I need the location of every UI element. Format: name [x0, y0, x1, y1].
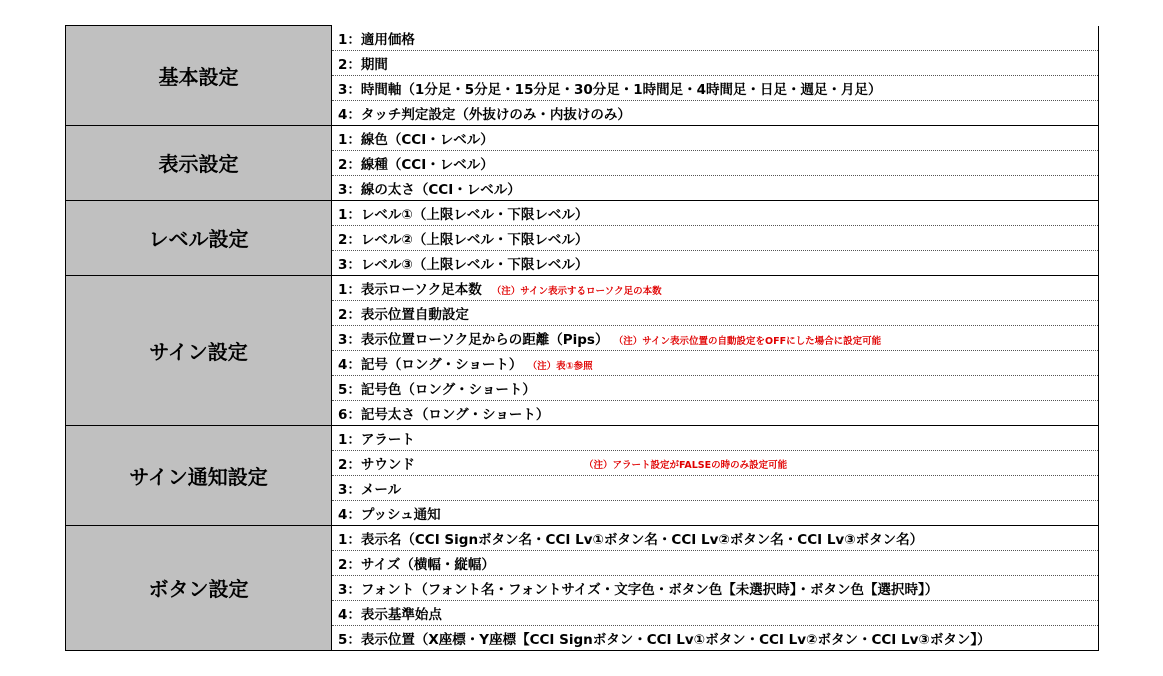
setting-item-text: 3：フォント（フォント名・フォントサイズ・文字色・ボタン色【未選択時】・ボタン色【選択時】） [338, 581, 939, 598]
setting-item-text: 2：サウンド [338, 456, 415, 473]
category-label: サイン設定 [66, 275, 332, 425]
setting-item-text: 1：アラート [338, 431, 415, 448]
setting-item-text: 3：線の太さ（CCI・レベル） [338, 181, 521, 198]
category-label: レベル設定 [66, 200, 332, 275]
setting-note: （注）表①参照 [532, 360, 593, 372]
setting-item-text: 5：記号色（ロング・ショート） [338, 381, 536, 398]
setting-item-text: 1：適用価格 [338, 31, 415, 48]
settings-row [66, 275, 1099, 300]
setting-note: （注）サイン表示位置の自動設定をOFFにした場合に設定可能 [618, 335, 882, 347]
setting-item-text: 3：メール [338, 481, 402, 498]
setting-item-text: 4：タッチ判定設定（外抜けのみ・内抜けのみ） [338, 106, 631, 123]
setting-item-text: 6：記号太さ（ロング・ショート） [338, 406, 550, 423]
setting-item [332, 100, 1099, 125]
setting-item [332, 200, 1099, 225]
settings-table [65, 25, 1099, 651]
setting-item [332, 250, 1099, 275]
setting-item [332, 400, 1099, 425]
setting-item [332, 150, 1099, 175]
setting-item [332, 425, 1099, 450]
setting-item-text: 1：レベル①（上限レベル・下限レベル） [338, 206, 589, 223]
setting-item-text: 2：表示位置自動設定 [338, 306, 469, 323]
category-label: サイン通知設定 [66, 425, 332, 525]
setting-item-text: 1：表示名（CCI Signボタン名・CCI Lv①ボタン名・CCI Lv②ボタン名・CCI Lv③ボタン名） [338, 531, 924, 548]
setting-item [332, 525, 1099, 550]
setting-item-text: 2：サイズ（横幅・縦幅） [338, 556, 495, 573]
setting-item [332, 375, 1099, 400]
setting-note: （注）アラート設定がFALSEの時のみ設定可能 [584, 459, 788, 471]
setting-item-text: 3：表示位置ローソク足からの距離（Pips） [338, 331, 609, 348]
setting-item [332, 300, 1099, 325]
setting-item-text: 3：時間軸（1分足・5分足・15分足・30分足・1時間足・4時間足・日足・週足・月足） [338, 81, 882, 98]
settings-row [66, 125, 1099, 150]
setting-item-text: 4：プッシュ通知 [338, 506, 441, 523]
setting-item [332, 225, 1099, 250]
category-label: 基本設定 [66, 26, 332, 126]
setting-item [332, 550, 1099, 575]
setting-item-text: 2：線種（CCI・レベル） [338, 156, 494, 173]
setting-item [332, 625, 1099, 650]
setting-item-text: 2：レベル②（上限レベル・下限レベル） [338, 231, 589, 248]
setting-item-text: 1：表示ローソク足本数 [338, 281, 482, 298]
setting-item [332, 75, 1099, 100]
settings-row [66, 26, 1099, 51]
setting-item [332, 175, 1099, 200]
setting-item-text: 2：期間 [338, 56, 388, 73]
setting-item-text: 4：表示基準始点 [338, 606, 442, 623]
setting-item [332, 475, 1099, 500]
settings-row [66, 200, 1099, 225]
category-label: 表示設定 [66, 125, 332, 200]
setting-item [332, 450, 1099, 475]
category-label: ボタン設定 [66, 525, 332, 650]
setting-item [332, 600, 1099, 625]
setting-item [332, 275, 1099, 300]
settings-row [66, 425, 1099, 450]
setting-item-text: 4：記号（ロング・ショート） [338, 356, 523, 373]
setting-item-text: 1：線色（CCI・レベル） [338, 131, 494, 148]
setting-item [332, 575, 1099, 600]
setting-note: （注）サイン表示するローソク足の本数 [491, 285, 662, 297]
setting-item [332, 325, 1099, 350]
settings-row [66, 525, 1099, 550]
setting-item [332, 26, 1099, 51]
setting-item [332, 350, 1099, 375]
setting-item-text: 3：レベル③（上限レベル・下限レベル） [338, 256, 589, 273]
setting-item [332, 125, 1099, 150]
setting-item-text: 5：表示位置（X座標・Y座標【CCI Signボタン・CCI Lv①ボタン・CCI Lv②ボタン・CCI Lv③ボタン】） [338, 631, 991, 648]
setting-item [332, 50, 1099, 75]
setting-item [332, 500, 1099, 525]
